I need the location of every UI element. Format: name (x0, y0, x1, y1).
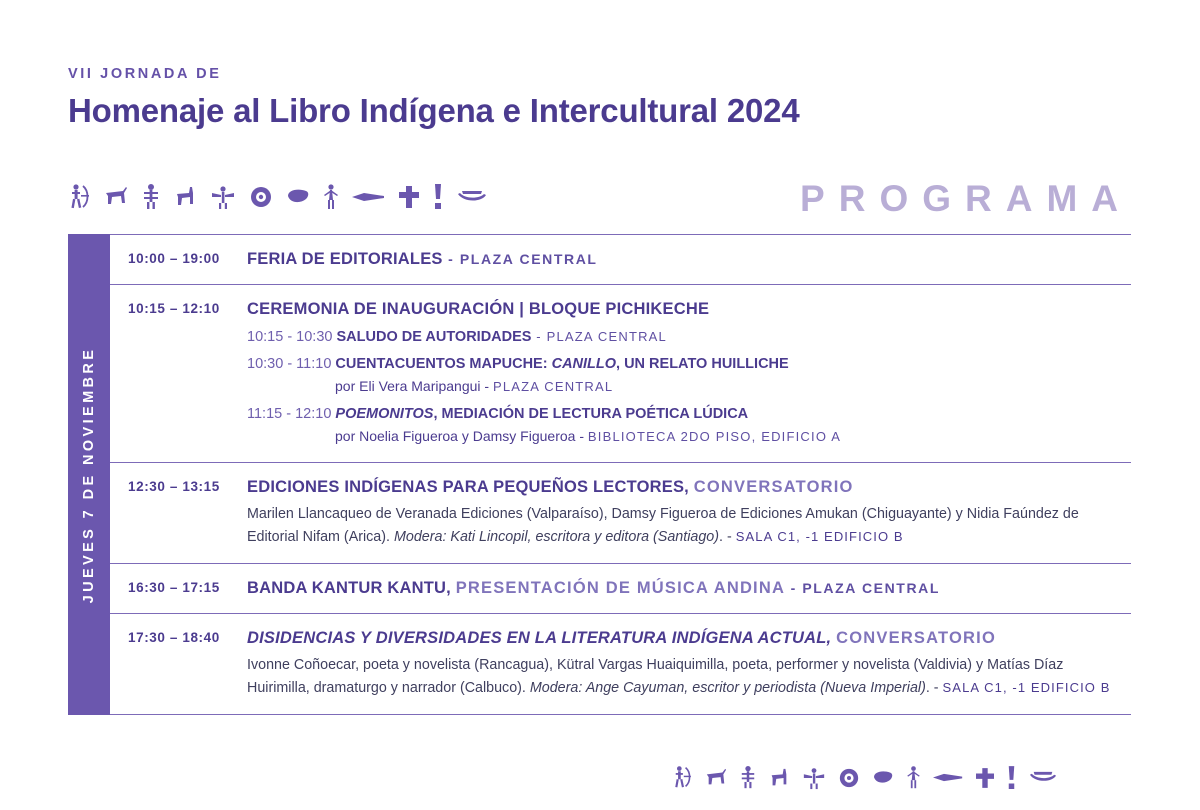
row-content (247, 477, 1131, 549)
table-row (110, 463, 1131, 564)
sub-item (247, 326, 1121, 348)
poster-header (68, 66, 799, 130)
row-content (247, 578, 1131, 599)
row-headline (247, 477, 1121, 498)
exclamation-vessel-icon (1006, 766, 1017, 790)
row-title: BANDA KANTUR KANTU, (247, 578, 456, 597)
bird-shaman-icon (802, 766, 826, 790)
sub-item-title-cont: , MEDIACIÓN DE LECTURA POÉTICA LÚDICA (433, 406, 749, 423)
sub-item-title-italic: CANILLO (551, 356, 617, 373)
sub-item-venue: BIBLIOTECA 2DO PISO, EDIFICIO A (587, 428, 842, 444)
program-table (68, 234, 1131, 715)
row-description (247, 503, 1121, 549)
row-time: 17:30 – 18:40 (128, 630, 220, 646)
row-content (247, 249, 1131, 270)
row-headline (247, 299, 1121, 320)
figure-petroglyph-icon (142, 183, 160, 211)
row-headline (247, 578, 1121, 599)
row-title: CEREMONIA DE INAUGURACIÓN | BLOQUE PICHIKECHE (247, 300, 710, 319)
boat-icon (457, 188, 487, 206)
row-time: 10:00 – 19:00 (128, 251, 220, 266)
program-rows (110, 234, 1131, 715)
icon-strip-bottom (672, 765, 1057, 790)
sub-item-time: 11:15 - 12:10 (247, 406, 332, 423)
chakana-star-icon (838, 767, 860, 789)
sub-item-venue: PLAZA CENTRAL (492, 378, 614, 394)
exclamation-vessel-icon (432, 184, 444, 210)
description-moderator: Modera: Ange Cayuman, escritor y periodista (Nueva Imperial) (529, 680, 926, 696)
sub-item-byline: por Noelia Figueroa y Damsy Figueroa - (335, 427, 588, 444)
sub-item-venue: - PLAZA CENTRAL (531, 328, 667, 344)
sub-item-byline-wrap (247, 426, 1121, 448)
day-strip (68, 234, 110, 715)
sub-item-byline: por Eli Vera Maripangui - (335, 377, 493, 394)
row-description (247, 654, 1121, 700)
table-row (110, 614, 1131, 715)
row-time: 12:30 – 13:15 (128, 479, 220, 495)
row-venue: SALA C1, -1 EDIFICIO B (735, 528, 904, 544)
table-row (110, 285, 1131, 463)
table-row (110, 564, 1131, 614)
llama-icon (768, 766, 790, 790)
vessel-icon (872, 769, 894, 787)
row-venue: - PLAZA CENTRAL (785, 579, 941, 596)
cross-chakana-icon (976, 768, 994, 788)
sub-item (247, 353, 1121, 398)
sub-item-title-italic: POEMONITOS (335, 406, 434, 423)
figure-petroglyph-icon (740, 765, 756, 790)
guanaco-petroglyph-icon (704, 767, 728, 789)
dancer-icon (906, 765, 921, 790)
row-subtitle: PRESENTACIÓN DE MÚSICA ANDINA (455, 578, 786, 597)
page-title: Homenaje al Libro Indígena e Intercultural 2024 (68, 92, 800, 129)
guanaco-petroglyph-icon (103, 185, 129, 209)
row-venue: SALA C1, -1 EDIFICIO B (942, 680, 1111, 695)
row-content (247, 628, 1131, 700)
row-title: FERIA DE EDITORIALES (247, 250, 443, 268)
archer-icon (68, 183, 90, 211)
sub-item-title-cont: , UN RELATO HUILLICHE (616, 356, 789, 373)
row-title: DISIDENCIAS Y DIVERSIDADES EN LA LITERATURA INDÍGENA ACTUAL, (247, 629, 837, 648)
programa-heading: PROGRAMA (800, 178, 1132, 219)
sub-item-time: 10:30 - 11:10 (247, 356, 332, 373)
icon-strip-top (68, 183, 487, 211)
sub-item-title: CUENTACUENTOS MAPUCHE: (335, 356, 552, 373)
llama-icon (173, 184, 197, 210)
day-label: JUEVES 7 DE NOVIEMBRE (81, 346, 97, 603)
vessel-icon (286, 187, 310, 207)
description-text: Ivonne Coñoecar, poeta y novelista (Rancagua), Kütral Vargas Huaiquimilla, poeta, performer y novelista (Valdivia) y Matías Díaz Huirimilla, dramaturgo y narrador (Calbuco). (247, 656, 1064, 696)
row-venue: - PLAZA CENTRAL (442, 251, 598, 267)
boat-icon (1029, 769, 1057, 786)
sub-item-byline-wrap (247, 376, 1121, 398)
chakana-star-icon (249, 185, 273, 209)
description-sep: . - (719, 528, 736, 545)
canoe-paddle-icon (352, 190, 386, 204)
table-row (110, 235, 1131, 285)
canoe-paddle-icon (933, 771, 964, 784)
row-headline (247, 249, 1121, 270)
row-subtitle: CONVERSATORIO (693, 478, 854, 497)
row-subtitle: CONVERSATORIO (836, 629, 996, 648)
description-moderator: Modera: Kati Lincopil, escritora y editora (Santiago) (393, 528, 720, 545)
dancer-icon (323, 183, 339, 211)
row-time: 10:15 – 12:10 (128, 301, 220, 317)
sub-item (247, 403, 1121, 448)
sub-item-time: 10:15 - 10:30 (247, 328, 333, 345)
kicker-text: VII JORNADA DE (68, 66, 222, 82)
bird-shaman-icon (210, 184, 236, 210)
archer-icon (672, 765, 692, 790)
cross-chakana-icon (399, 186, 419, 208)
row-time: 16:30 – 17:15 (128, 579, 220, 595)
description-text: Marilen Llancaqueo de Veranada Ediciones (Valparaíso), Damsy Figueroa de Ediciones Amukan (Chiguayante) y Nidia Faúndez de Editorial Nifam (Arica). (247, 505, 1079, 545)
sub-item-title: SALUDO DE AUTORIDADES (336, 328, 532, 345)
description-sep: . - (925, 680, 943, 696)
row-headline (247, 628, 1121, 649)
row-content (247, 299, 1131, 448)
row-title: EDICIONES INDÍGENAS PARA PEQUEÑOS LECTORES, (247, 478, 694, 497)
